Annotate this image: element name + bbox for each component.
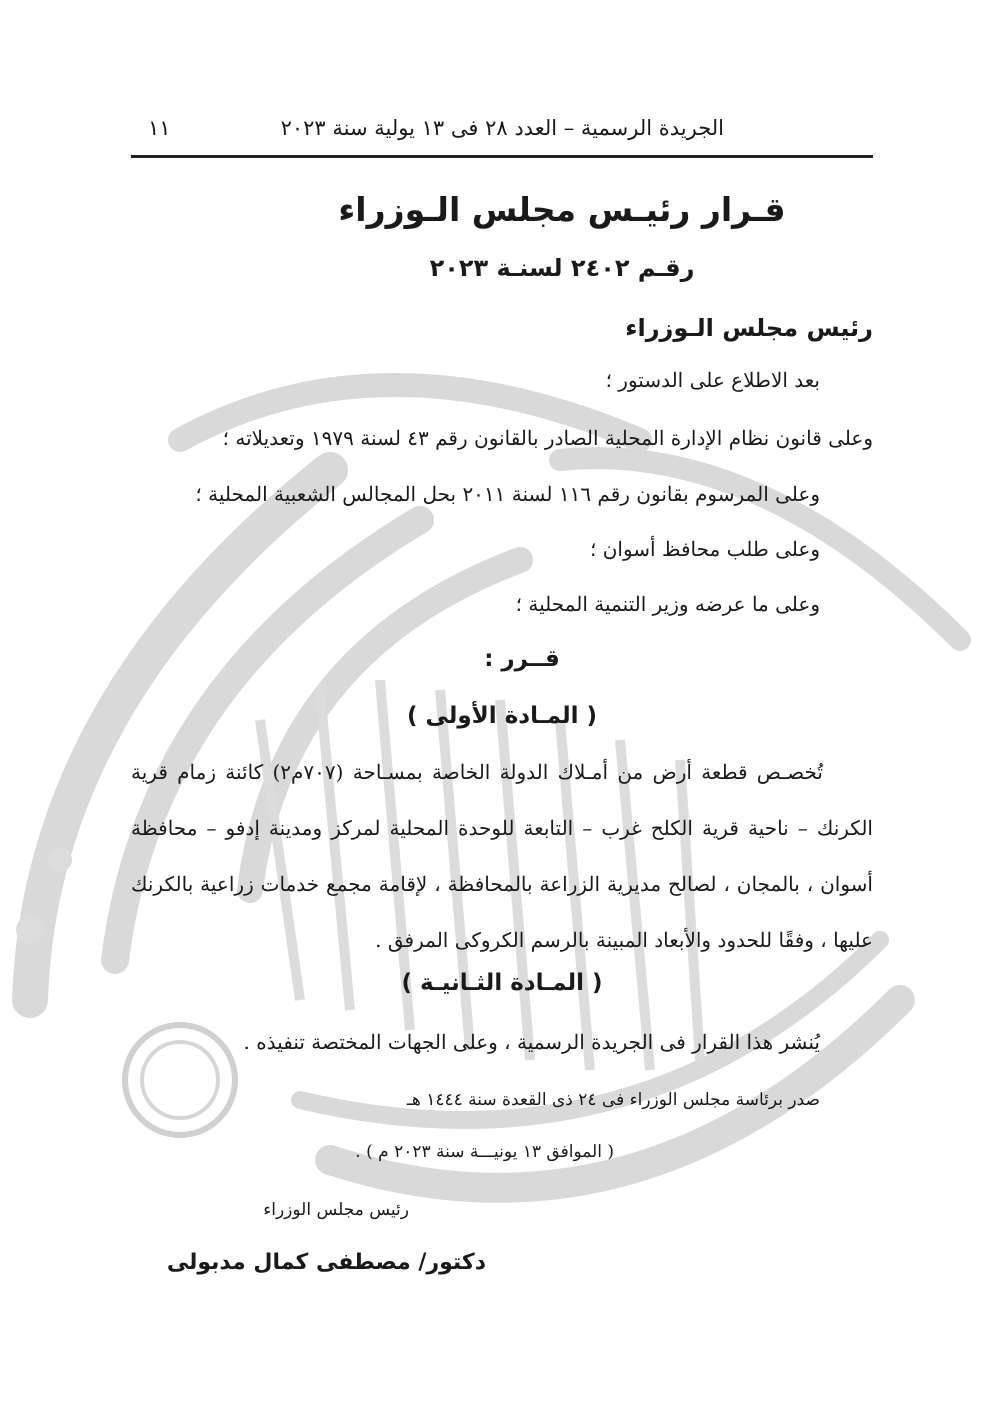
header-divider bbox=[131, 155, 873, 158]
issuer-heading: رئيس مجلس الـوزراء bbox=[625, 314, 873, 342]
article-1-text: تُخصـص قطعة أرض من أمـلاك الدولة الخاصة بمسـاحة (٧٠٧م٢) كائنة زمام قرية الكرنك – ناحية قرية الكلح غرب – التابعة للوحدة المحلية لمركز ومدينة إدفو – محافظة أسوان ، بالمجان ، لصالح مديرية الزراعة بالمحافظة ، لإقامة مجمع خدمات زراعية بالكرنك عليها ، وفقًا للحدود والأبعاد المبينة بالرسم الكروكى المرفق . bbox=[131, 760, 873, 952]
issuance-date-hijri: صدر برئاسة مجلس الوزراء فى ٢٤ ذى القعدة سنة ١٤٤٤ هـ bbox=[406, 1090, 820, 1110]
issuance-date-gregorian: ( الموافق ١٣ يونيـــة سنة ٢٠٢٣ م ) . bbox=[355, 1142, 614, 1162]
preamble-line: وعلى طلب محافظ أسوان ؛ bbox=[590, 537, 820, 561]
preamble-line: وعلى ما عرضه وزير التنمية المحلية ؛ bbox=[515, 592, 820, 616]
article-2-text: يُنشر هذا القرار فى الجريدة الرسمية ، وعلى الجهات المختصة تنفيذه . bbox=[243, 1030, 820, 1054]
decree-title: قـرار رئيـس مجلس الـوزراء bbox=[338, 190, 786, 229]
decree-number: رقـم ٢٤٠٢ لسنـة ٢٠٢٣ bbox=[429, 254, 695, 282]
decided-heading: قــرر : bbox=[484, 646, 560, 672]
preamble-line: وعلى قانون نظام الإدارة المحلية الصادر بالقانون رقم ٤٣ لسنة ١٩٧٩ وتعديلاته ؛ bbox=[222, 426, 873, 450]
article-1-heading: ( المـادة الأولى ) bbox=[406, 703, 598, 729]
signatory-position: رئيس مجلس الوزراء bbox=[263, 1200, 409, 1220]
gazette-header-title: الجريدة الرسمية – العدد ٢٨ فى ١٣ يولية سنة ٢٠٢٣ bbox=[280, 116, 724, 140]
preamble-line: بعد الاطلاع على الدستور ؛ bbox=[605, 368, 820, 392]
signatory-name: دكتور/ مصطفى كمال مدبولى bbox=[166, 1250, 486, 1275]
preamble-line: وعلى المرسوم بقانون رقم ١١٦ لسنة ٢٠١١ بحل المجالس الشعبية المحلية ؛ bbox=[195, 482, 820, 506]
page-number: ١١ bbox=[148, 116, 171, 140]
article-2-heading: ( المـادة الثـانيـة ) bbox=[401, 970, 603, 996]
